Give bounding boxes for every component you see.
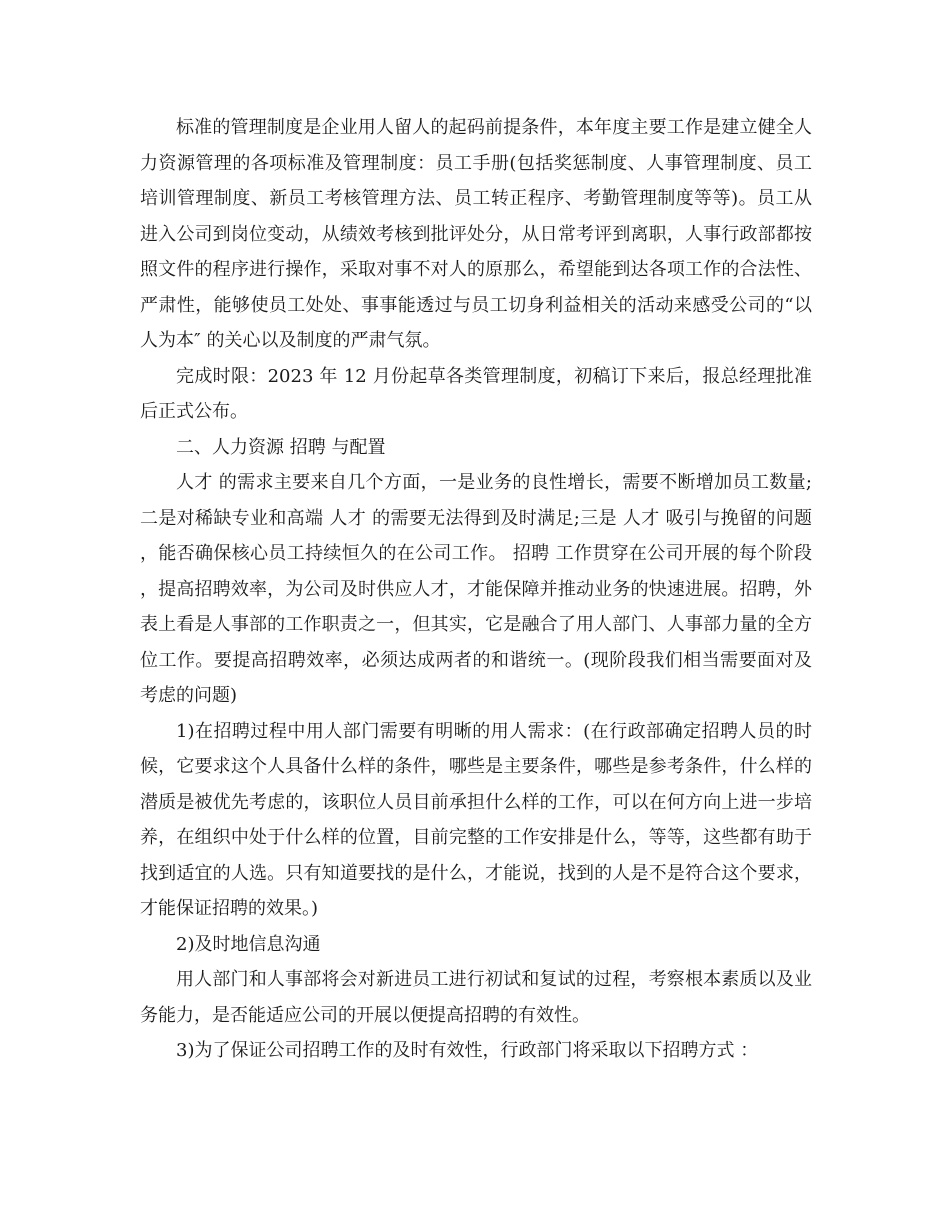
paragraph-interview-process: 用人部门和人事部将会对新进员工进行初试和复试的过程，考察根本素质以及业务能力，是否能适应公司的开展以便提高招聘的有效性。: [140, 969, 812, 1026]
section-heading-recruitment: 二、人力资源 招聘 与配置: [176, 436, 386, 458]
paragraph-timely-communication: 2)及时地信息沟通: [176, 933, 321, 955]
paragraph-talent-demand: 人才 的需求主要来自几个方面，一是业务的良性增长，需要不断增加员工数量;二是对稀缺专业和高端 人才 的需要无法得到及时满足;三是 人才 吸引与挽留的问题，能否确保核心员工持续恒久的在公司工作。 招聘 工作贯穿在公司开展的每个阶段，提高招聘效率，为公司及时供应人才，才能保障并推动业务的快速进展。招聘，外表上看是人事部的工作职责之一，但其实，它是融合了用人部门、人事部力量的全方位工作。要提高招聘效率，必须达成两者的和谐统一。(现阶段我们相当需要面对及考虑的问题): [140, 472, 812, 706]
document-page: [140, 110, 812, 1069]
paragraph-management-standards: 标准的管理制度是企业用人留人的起码前提条件，本年度主要工作是建立健全人力资源管理的各项标准及管理制度：员工手册(包括奖惩制度、人事管理制度、员工培训管理制度、新员工考核管理方法、员工转正程序、考勤管理制度等等)。员工从进入公司到岗位变动，从绩效考核到批评处分，从日常考评到离职，人事行政部都按照文件的程序进行操作，采取对事不对人的原那么，希望能到达各项工作的合法性、严肃性，能够使员工处处、事事能透过与员工切身利益相关的活动来感受公司的“以人为本″ 的关心以及制度的严肃气氛。: [140, 117, 812, 351]
paragraph-completion-deadline: 完成时限：2023 年 12 月份起草各类管理制度，初稿订下来后，报总经理批准后正式公布。: [140, 365, 812, 422]
paragraph-clear-requirements: 1)在招聘过程中用人部门需要有明晰的用人需求：(在行政部确定招聘人员的时候，它要求这个人具备什么样的条件，哪些是主要条件，哪些是参考条件，什么样的潜质是被优先考虑的，该职位人员目前承担什么样的工作，可以在何方向上进一步培养，在组织中处于什么样的位置，目前完整的工作安排是什么，等等，这些都有助于找到适宜的人选。只有知道要找的是什么，才能说，找到的人是不是符合这个要求，才能保证招聘的效果。): [140, 720, 812, 919]
paragraph-recruitment-methods: 3)为了保证公司招聘工作的及时有效性，行政部门将采取以下招聘方式 ：: [176, 1040, 759, 1061]
